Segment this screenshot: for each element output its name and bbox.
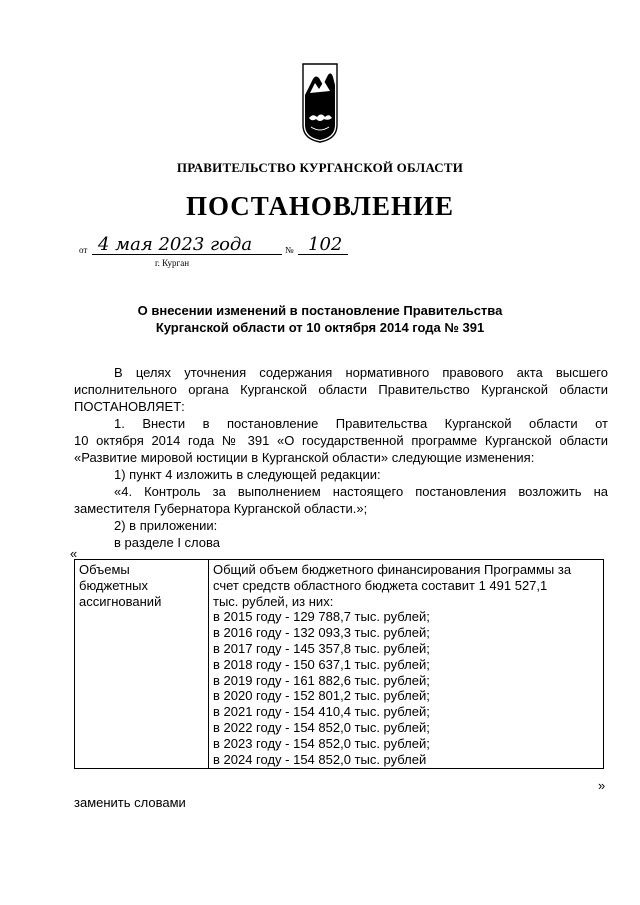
year-line: в 2024 году - 154 852,0 тыс. рублей xyxy=(213,751,427,767)
subject-line: Курганской области от 10 октября 2014 года № 391 xyxy=(155,320,485,335)
paragraph-line: «Развитие мировой юстиции в Курганской области» следующие изменения: xyxy=(74,450,535,465)
date-handwritten: 4 мая 2023 года xyxy=(98,234,253,255)
close-quote: » xyxy=(598,778,606,793)
paragraph-line: 1. Внести в постановление Правительства Курганской области от xyxy=(114,416,608,431)
label-line: ассигнований xyxy=(79,593,162,609)
funding-table xyxy=(74,559,604,769)
coat-of-arms-icon xyxy=(302,63,338,143)
paragraph-line: исполнительного органа Курганской области Правительство Курганской области xyxy=(74,382,608,397)
paragraph-line: В целях уточнения содержания нормативного правового акта высшего xyxy=(114,365,608,380)
open-quote: « xyxy=(70,546,78,561)
paragraph-line: 1) пункт 4 изложить в следующей редакции: xyxy=(114,467,381,482)
paragraph-line: ПОСТАНОВЛЯЕТ: xyxy=(74,399,185,414)
number-prefix: № xyxy=(285,245,294,255)
year-line: в 2018 году - 150 637,1 тыс. рублей; xyxy=(213,656,430,672)
table-value-cell xyxy=(209,560,604,769)
city-label: г. Курган xyxy=(155,258,190,268)
value-line: тыс. рублей, из них: xyxy=(213,593,334,609)
year-line: в 2016 году - 132 093,3 тыс. рублей; xyxy=(213,625,430,641)
label-line: Объемы xyxy=(79,562,130,577)
government-name: ПРАВИТЕЛЬСТВО КУРГАНСКОЙ ОБЛАСТИ xyxy=(176,160,464,175)
document-subject xyxy=(0,302,640,336)
paragraph-line: заменить словами xyxy=(74,795,186,810)
year-line: в 2015 году - 129 788,7 тыс. рублей; xyxy=(213,609,430,625)
subject-line: О внесении изменений в постановление Правительства xyxy=(137,303,503,318)
year-line: в 2021 году - 154 410,4 тыс. рублей; xyxy=(213,704,430,720)
paragraph-line: «4. Контроль за выполнением настоящего постановления возложить на xyxy=(114,484,608,499)
paragraph-line: заместителя Губернатора Курганской области.»; xyxy=(74,501,368,516)
table-row xyxy=(75,560,604,769)
document-title: ПОСТАНОВЛЕНИЕ xyxy=(185,191,455,221)
year-line: в 2022 году - 154 852,0 тыс. рублей; xyxy=(213,719,430,735)
year-line: в 2019 году - 161 882,6 тыс. рублей; xyxy=(213,672,430,688)
value-line: счет средств областного бюджета составит 1 491 527,1 xyxy=(213,577,548,593)
year-line: в 2023 году - 154 852,0 тыс. рублей; xyxy=(213,735,430,751)
number-underline xyxy=(298,254,348,255)
label-line: бюджетных xyxy=(79,577,148,593)
table-label-cell xyxy=(75,560,209,769)
number-handwritten: 102 xyxy=(308,234,343,255)
date-underline xyxy=(92,254,282,255)
paragraph-line: в разделе I слова xyxy=(114,535,220,550)
year-line: в 2020 году - 152 801,2 тыс. рублей; xyxy=(213,688,430,704)
paragraph-line: 2) в приложении: xyxy=(114,518,218,533)
year-line: в 2017 году - 145 357,8 тыс. рублей; xyxy=(213,640,430,656)
paragraph-line: 10 октября 2014 года № 391 «О государственной программе Курганской области xyxy=(74,433,608,448)
value-line: Общий объем бюджетного финансирования Программы за xyxy=(213,562,572,577)
date-prefix: от xyxy=(79,245,88,255)
